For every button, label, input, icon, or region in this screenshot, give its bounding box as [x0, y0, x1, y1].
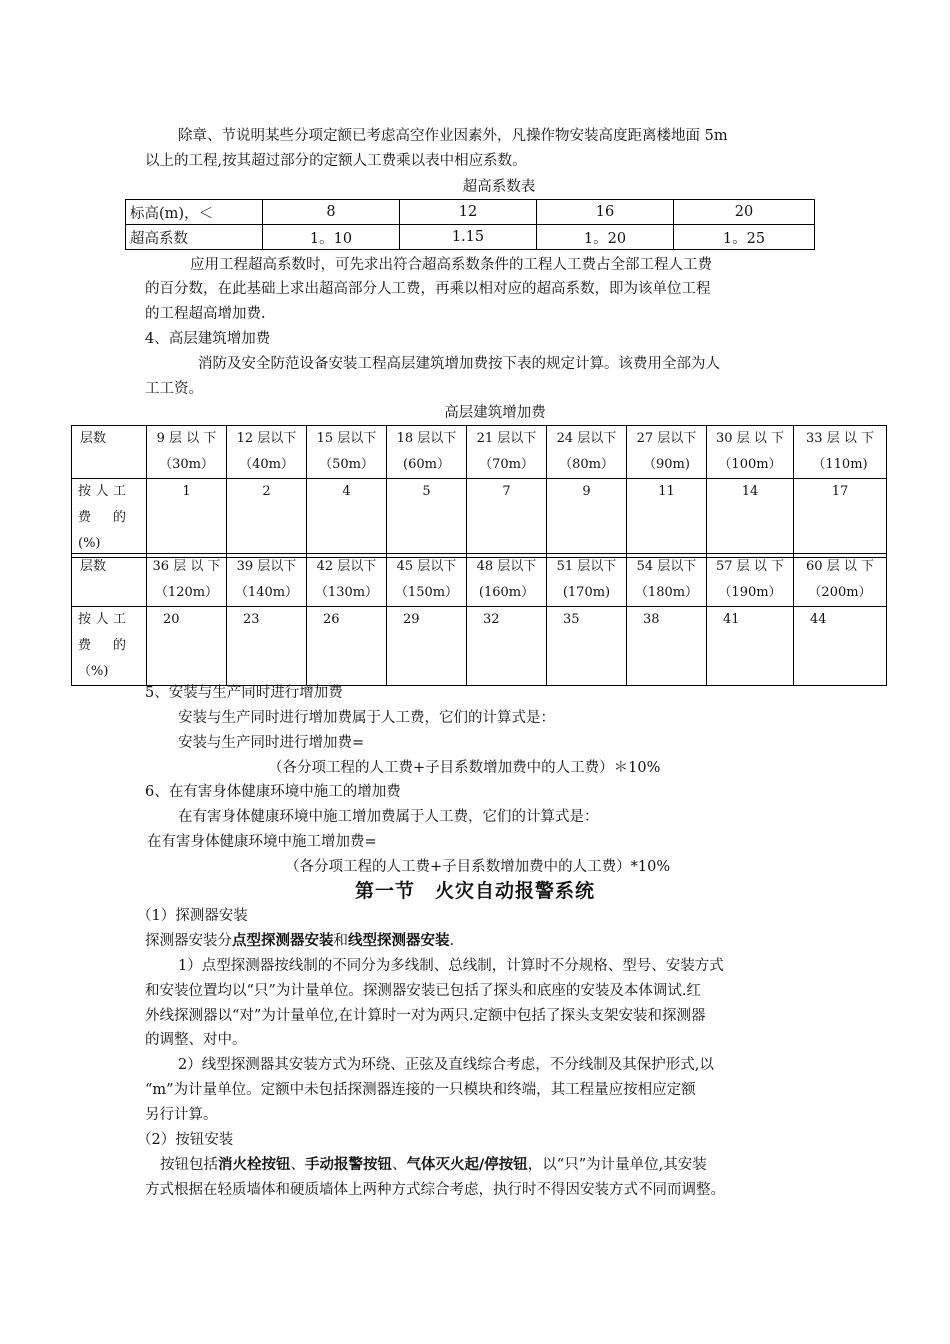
table-cell: 5	[387, 479, 467, 558]
table-cell: 12	[400, 200, 537, 225]
table-cell: 7	[467, 479, 547, 558]
section-4-line-2: 工工资。	[145, 381, 203, 397]
section-4-line-1: 消防及安全防范设备安装工程高层建筑增加费按下表的规定计算。该费用全部为人	[198, 356, 720, 372]
section-6-line-1: 在有害身体健康环境中施工增加费属于人工费，它们的计算式是：	[178, 809, 599, 825]
intro-line-2: 以上的工程,按其超过部分的定额人工费乘以表中相应系数。	[145, 153, 527, 169]
detector-p1-line-4: 的调整、对中。	[145, 1032, 247, 1048]
detector-p1-line-2: 和安装位置均以“只”为计量单位。探测器安装已包括了探头和底座的安装及本体调试.红	[145, 983, 701, 999]
table-cell: 41	[707, 607, 794, 686]
table-cell: 12 层以下 （40m）	[227, 426, 307, 479]
table-cell: 39 层以下 （140m）	[227, 554, 307, 607]
table-cell: 23	[227, 607, 307, 686]
table-cell: 20	[674, 200, 815, 225]
section-5-formula: （各分项工程的人工费+子目系数增加费中的人工费）＊10%	[268, 760, 661, 776]
section-6-heading: 6、在有害身体健康环境中施工的增加费	[145, 784, 401, 800]
table-cell: 42 层以下 （130m）	[307, 554, 387, 607]
detector-p2-line-1: 2）线型探测器其安装方式为环绕、正弦及直线综合考虑，不分线制及其保护形式,以	[178, 1057, 714, 1073]
table-cell: 38	[627, 607, 707, 686]
pct-label-cell: 按人工 费 的 (%)	[72, 479, 147, 558]
table-cell: 1。20	[537, 225, 674, 250]
table-row	[72, 554, 887, 607]
table-row	[72, 607, 887, 686]
table-cell: 超高系数	[126, 225, 263, 250]
table-cell: 2	[227, 479, 307, 558]
table-cell: 44	[794, 607, 887, 686]
table-cell: 26	[307, 607, 387, 686]
section-5-heading: 5、安装与生产同时进行增加费	[145, 685, 343, 701]
section-5-line-1: 安装与生产同时进行增加费属于人工费，它们的计算式是：	[178, 710, 555, 726]
button-line-2: 方式根据在轻质墙体和硬质墙体上两种方式综合考虑，执行时不得因安装方式不同而调整。	[145, 1182, 725, 1198]
floor-label-cell: 层数	[72, 554, 147, 607]
table-cell: 32	[467, 607, 547, 686]
table-row	[126, 225, 815, 250]
table-cell: 36 层 以 下 （120m）	[147, 554, 227, 607]
table-cell: 1。10	[263, 225, 400, 250]
table-cell: 标高(m)，＜	[126, 200, 263, 225]
table-cell: 29	[387, 607, 467, 686]
detector-heading: （1）探测器安装	[137, 908, 248, 924]
table-cell: 18 层以下 (60m）	[387, 426, 467, 479]
table-cell: 51 层以下 (170m)	[547, 554, 627, 607]
button-heading: （2）按钮安装	[137, 1132, 234, 1148]
table-cell: 17	[794, 479, 887, 558]
table-cell: 9 层 以 下 （30m）	[147, 426, 227, 479]
table-row	[72, 426, 887, 479]
table2-caption: 高层建筑增加费	[444, 405, 546, 421]
table-cell: 27 层以下 （90m)	[627, 426, 707, 479]
table-cell: 60 层 以 下 （200m）	[794, 554, 887, 607]
table-cell: 24 层以下 （80m）	[547, 426, 627, 479]
table1-caption: 超高系数表	[462, 179, 536, 195]
table-cell: 54 层以下 （180m）	[627, 554, 707, 607]
table-cell: 16	[537, 200, 674, 225]
para-t1-line-1: 应用工程超高系数时，可先求出符合超高系数条件的工程人工费占全部工程人工费	[190, 257, 712, 273]
table-cell: 45 层以下 （150m）	[387, 554, 467, 607]
table-cell: 4	[307, 479, 387, 558]
section-6-line-2: 在有害身体健康环境中施工增加费=	[147, 834, 377, 850]
button-line-1: 按钮包括消火栓按钮、手动报警按钮、气体灭火起/停按钮，以“只”为计量单位,其安装	[160, 1157, 707, 1173]
table-cell: 1	[147, 479, 227, 558]
table-cell: 57 层 以 下 （190m）	[707, 554, 794, 607]
high-rise-table-bottom	[71, 553, 887, 686]
table-cell: 9	[547, 479, 627, 558]
table-cell: 35	[547, 607, 627, 686]
detector-intro: 探测器安装分点型探测器安装和线型探测器安装.	[145, 933, 455, 949]
table-cell: 33 层 以 下 （110m)	[794, 426, 887, 479]
table-row	[126, 200, 815, 225]
table-cell: 11	[627, 479, 707, 558]
table-cell: 30 层 以 下 （100m）	[707, 426, 794, 479]
para-t1-line-2: 的百分数，在此基础上求出超高部分人工费，再乘以相对应的超高系数，即为该单位工程	[145, 281, 711, 297]
super-height-coefficient-table	[125, 199, 815, 250]
section-4-heading: 4、高层建筑增加费	[145, 331, 271, 347]
section-6-formula: （各分项工程的人工费+子目系数增加费中的人工费）*10%	[285, 859, 671, 875]
table-cell: 20	[147, 607, 227, 686]
detector-p1-line-3: 外线探测器以“对”为计量单位,在计算时一对为两只.定额中包括了探头支架安装和探测器	[145, 1008, 706, 1024]
pct-label-cell: 按人工 费 的 （%)	[72, 607, 147, 686]
table-cell: 8	[263, 200, 400, 225]
table-cell: 15 层以下 （50m）	[307, 426, 387, 479]
table-cell: 1。25	[674, 225, 815, 250]
intro-line-1: 除章、节说明某些分项定额已考虑高空作业因素外，凡操作物安装高度距离楼地面 5m	[178, 128, 728, 144]
table-cell: 21 层以下 （70m）	[467, 426, 547, 479]
detector-p2-line-3: 另行计算。	[145, 1107, 218, 1123]
table-cell: 48 层以下 (160m）	[467, 554, 547, 607]
table-row	[72, 479, 887, 558]
table-cell: 1.15	[400, 225, 537, 250]
para-t1-line-3: 的工程超高增加费.	[145, 306, 266, 322]
table-cell: 14	[707, 479, 794, 558]
floor-label-cell: 层数	[72, 426, 147, 479]
detector-p2-line-2: “m”为计量单位。定额中未包括探测器连接的一只模块和终端，其工程量应按相应定额	[145, 1082, 696, 1098]
detector-p1-line-1: 1）点型探测器按线制的不同分为多线制、总线制，计算时不分规格、型号、安装方式	[178, 958, 724, 974]
section-title: 第一节 火灾自动报警系统	[354, 880, 595, 902]
high-rise-table-top	[71, 425, 887, 558]
section-5-line-2: 安装与生产同时进行增加费=	[178, 735, 365, 751]
